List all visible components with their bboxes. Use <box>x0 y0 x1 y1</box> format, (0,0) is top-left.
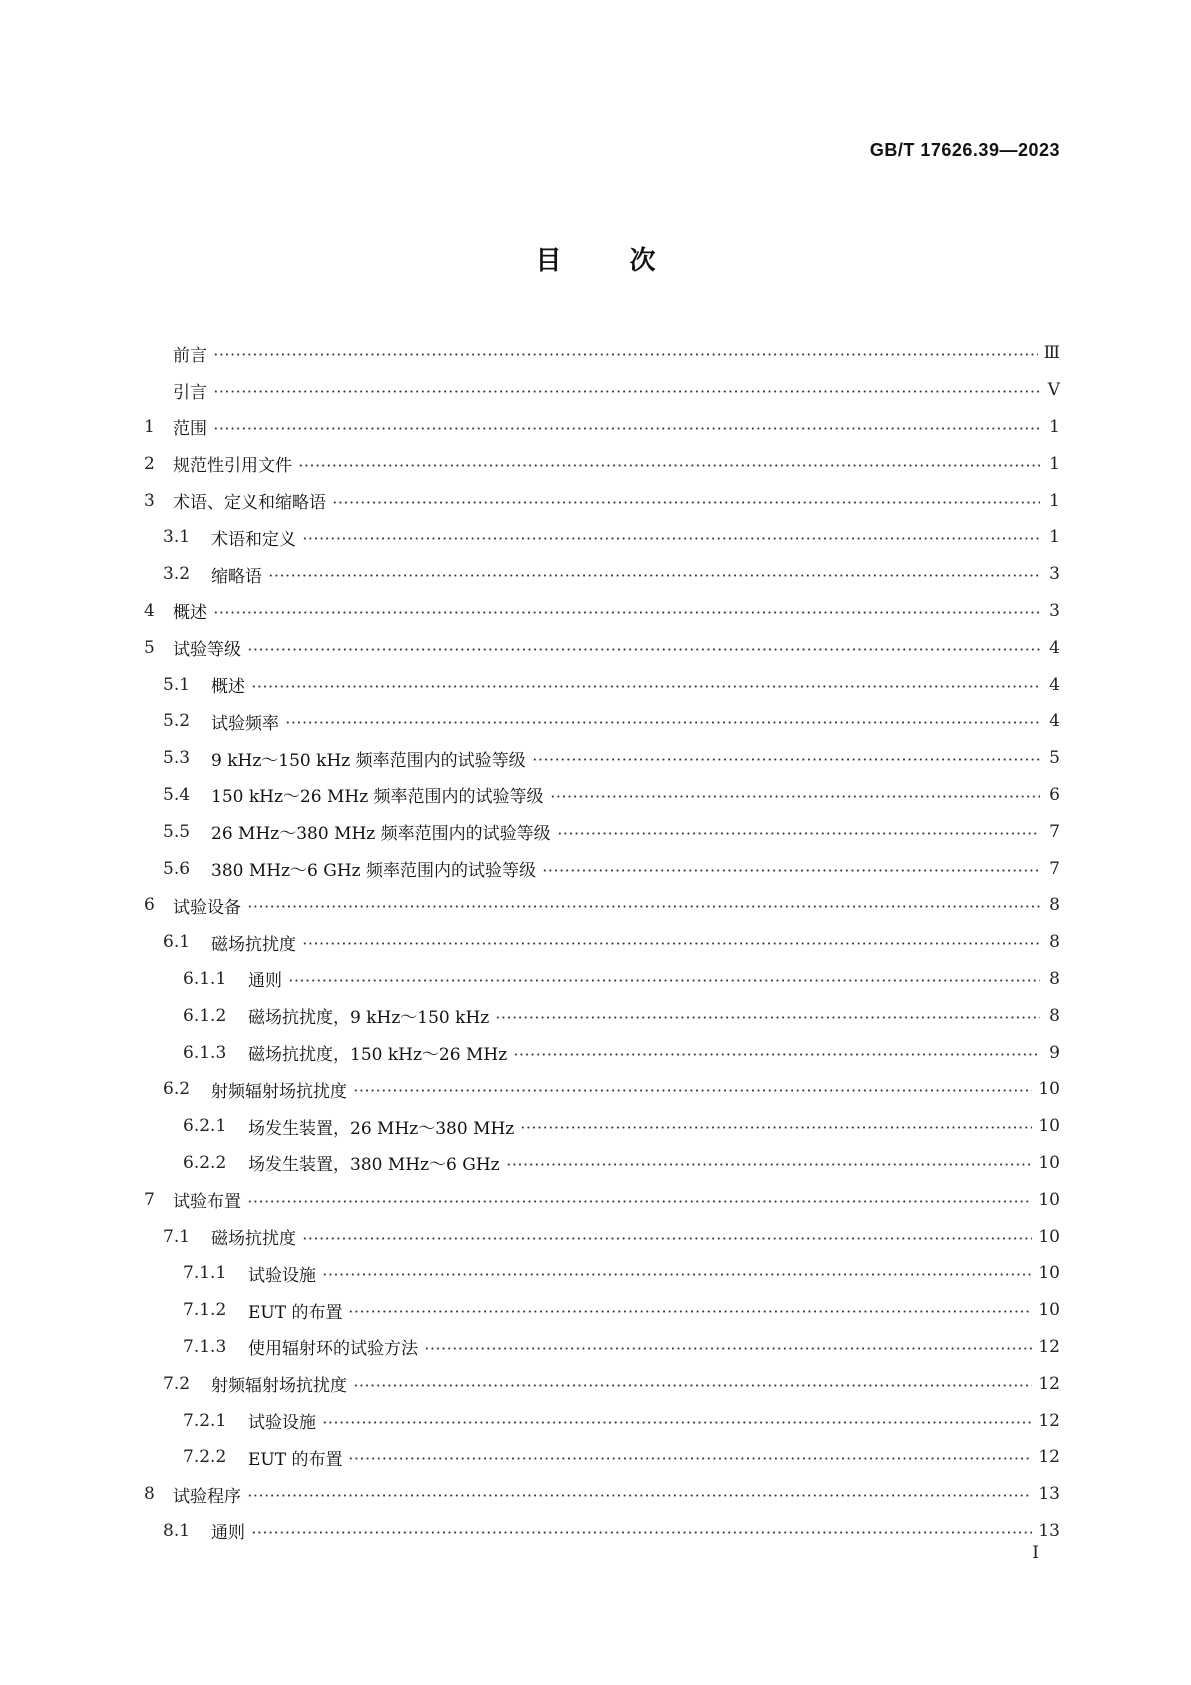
toc-entry-label: 试验频率 <box>211 713 279 734</box>
toc-entry-page: 4 <box>1049 711 1060 732</box>
page-title <box>0 240 1191 277</box>
toc-entry[interactable] <box>144 556 1060 593</box>
dot-leader <box>213 390 1040 393</box>
toc-entry-label: 26 MHz～380 MHz 频率范围内的试验等级 <box>211 824 551 845</box>
toc-entry-number: 7.1.2 <box>183 1300 227 1321</box>
toc-entry-page: 7 <box>1049 821 1060 842</box>
toc-entry-label: 缩略语 <box>211 566 262 587</box>
page-title-char-2: 次 <box>629 246 656 276</box>
toc-entry[interactable] <box>144 629 1060 666</box>
dot-leader <box>302 537 1040 540</box>
dot-leader <box>424 1347 1032 1350</box>
toc-entry-page: 13 <box>1038 1520 1060 1541</box>
toc-entry-label: 试验设施 <box>248 1265 316 1286</box>
toc-entry-number: 7.2.1 <box>183 1410 227 1431</box>
table-of-contents <box>144 335 1060 1549</box>
toc-entry[interactable] <box>144 850 1060 887</box>
toc-entry-label: 场发生装置，380 MHz～6 GHz <box>248 1155 500 1176</box>
toc-entry-page: Ⅲ <box>1043 343 1060 364</box>
toc-entry[interactable] <box>144 961 1060 998</box>
dot-leader <box>513 1053 1040 1056</box>
toc-entry[interactable] <box>144 1108 1060 1145</box>
dot-leader <box>322 1273 1032 1276</box>
toc-entry-label: 磁场抗扰度 <box>211 1229 296 1250</box>
dot-leader <box>332 501 1040 504</box>
toc-entry[interactable] <box>144 1513 1060 1550</box>
toc-entry[interactable] <box>144 1255 1060 1292</box>
toc-entry-label: 试验设备 <box>173 897 241 918</box>
toc-entry-label: 术语、定义和缩略语 <box>173 493 326 514</box>
dot-leader <box>348 1310 1032 1313</box>
toc-entry-page: 12 <box>1038 1447 1060 1468</box>
toc-entry-label: 概述 <box>211 677 245 698</box>
dot-leader <box>298 464 1040 467</box>
toc-entry[interactable] <box>144 445 1060 482</box>
dot-leader <box>247 905 1040 908</box>
toc-entry-page: 8 <box>1049 895 1060 916</box>
toc-entry-label: 试验等级 <box>173 640 241 661</box>
toc-entry-number: 8 <box>144 1484 155 1505</box>
toc-entry[interactable] <box>144 1476 1060 1513</box>
dot-leader <box>213 427 1040 430</box>
toc-entry[interactable] <box>144 1365 1060 1402</box>
dot-leader <box>285 721 1040 724</box>
toc-entry-label: 380 MHz～6 GHz 频率范围内的试验等级 <box>211 861 537 882</box>
dot-leader <box>542 869 1040 872</box>
toc-entry-page: 10 <box>1038 1189 1060 1210</box>
toc-entry-number: 6.1.3 <box>183 1042 227 1063</box>
toc-entry-label: 射频辐射场抗扰度 <box>211 1081 347 1102</box>
dot-leader <box>251 1531 1032 1534</box>
dot-leader <box>247 648 1040 651</box>
toc-entry-page: 10 <box>1038 1226 1060 1247</box>
toc-entry-label: 概述 <box>173 603 207 624</box>
toc-entry-label: 150 kHz～26 MHz 频率范围内的试验等级 <box>211 787 544 808</box>
toc-entry-page: 12 <box>1038 1336 1060 1357</box>
toc-entry-page: 4 <box>1049 674 1060 695</box>
toc-entry-label: 9 kHz～150 kHz 频率范围内的试验等级 <box>211 750 526 771</box>
toc-entry[interactable] <box>144 335 1060 372</box>
toc-entry-number: 1 <box>144 416 155 437</box>
toc-entry[interactable] <box>144 740 1060 777</box>
toc-entry-label: 场发生装置，26 MHz～380 MHz <box>248 1118 515 1139</box>
toc-entry-page: 13 <box>1038 1484 1060 1505</box>
toc-entry[interactable] <box>144 666 1060 703</box>
toc-entry-page: 12 <box>1038 1410 1060 1431</box>
toc-entry-page: 5 <box>1049 748 1060 769</box>
toc-entry-number: 6.2.1 <box>183 1116 227 1137</box>
toc-entry-page: 10 <box>1038 1263 1060 1284</box>
dot-leader <box>532 758 1040 761</box>
toc-entry-label: 使用辐射环的试验方法 <box>248 1339 418 1360</box>
toc-entry-number: 5.4 <box>163 784 191 805</box>
dot-leader <box>557 832 1040 835</box>
toc-entry-number: 6.1.2 <box>183 1005 227 1026</box>
dot-leader <box>506 1163 1033 1166</box>
toc-entry-page: 1 <box>1049 416 1060 437</box>
dot-leader <box>247 1200 1032 1203</box>
toc-entry-label: 术语和定义 <box>211 529 296 550</box>
toc-entry-label: 试验布置 <box>173 1192 241 1213</box>
toc-entry-number: 5.5 <box>163 821 191 842</box>
toc-entry-number: 5.6 <box>163 858 191 879</box>
toc-entry-number: 6.1.1 <box>183 968 227 989</box>
toc-entry-number: 3.1 <box>163 527 191 548</box>
dot-leader <box>353 1384 1032 1387</box>
toc-entry-page: 4 <box>1049 637 1060 658</box>
toc-entry-label: 引言 <box>173 382 207 403</box>
toc-entry[interactable] <box>144 1402 1060 1439</box>
toc-entry-page: 12 <box>1038 1373 1060 1394</box>
toc-entry-number: 2 <box>144 453 155 474</box>
toc-entry-page: 1 <box>1049 527 1060 548</box>
toc-entry-number: 7.1.1 <box>183 1263 227 1284</box>
toc-entry-page: 3 <box>1049 600 1060 621</box>
toc-entry-number: 3.2 <box>163 564 191 585</box>
toc-entry[interactable] <box>144 887 1060 924</box>
toc-entry-label: 范围 <box>173 419 207 440</box>
toc-entry-label: 试验设施 <box>248 1413 316 1433</box>
toc-entry[interactable] <box>144 1034 1060 1071</box>
toc-entry-label: 磁场抗扰度 <box>211 934 296 955</box>
toc-entry-label: EUT 的布置 <box>248 1449 343 1470</box>
toc-entry[interactable] <box>144 1071 1060 1108</box>
toc-entry[interactable] <box>144 1218 1060 1255</box>
toc-entry[interactable] <box>144 1181 1060 1218</box>
toc-entry[interactable] <box>144 593 1060 630</box>
toc-entry-page: 6 <box>1049 784 1060 805</box>
dot-leader <box>302 1237 1032 1240</box>
toc-entry[interactable] <box>144 813 1060 850</box>
standard-code: GB/T 17626.39—2023 <box>869 140 1060 160</box>
toc-entry[interactable] <box>144 1292 1060 1329</box>
toc-entry-page: 10 <box>1038 1300 1060 1321</box>
toc-entry-number: 7 <box>144 1189 155 1210</box>
toc-entry-label: 前言 <box>173 345 207 366</box>
toc-entry-number: 5 <box>144 637 155 658</box>
dot-leader <box>322 1421 1032 1424</box>
toc-entry[interactable] <box>144 924 1060 961</box>
toc-entry[interactable] <box>144 519 1060 556</box>
toc-entry-number: 7.1 <box>163 1226 191 1247</box>
toc-entry[interactable] <box>144 703 1060 740</box>
toc-entry-number: 6.1 <box>163 932 191 953</box>
dot-leader <box>213 353 1038 356</box>
dot-leader <box>288 979 1040 982</box>
toc-entry-number: 5.3 <box>163 748 191 769</box>
toc-entry[interactable] <box>144 372 1060 409</box>
toc-entry-number: 7.1.3 <box>183 1336 227 1357</box>
toc-entry-page: 10 <box>1038 1116 1060 1137</box>
toc-entry-number: 5.2 <box>163 711 191 732</box>
toc-entry-page: 10 <box>1038 1152 1060 1173</box>
toc-entry-number: 8.1 <box>163 1520 191 1541</box>
toc-entry-page: 8 <box>1049 968 1060 989</box>
toc-entry-page: 8 <box>1049 932 1060 953</box>
toc-entry[interactable] <box>144 1439 1060 1476</box>
toc-entry-number: 3 <box>144 490 155 511</box>
toc-entry[interactable] <box>144 997 1060 1034</box>
toc-entry-number: 7.2 <box>163 1373 191 1394</box>
page-number: I <box>1032 1543 1039 1563</box>
toc-entry-label: 试验程序 <box>173 1486 241 1507</box>
toc-entry-page: 1 <box>1049 490 1060 511</box>
toc-entry-label: 通则 <box>248 971 282 992</box>
toc-entry-label: 射频辐射场抗扰度 <box>211 1376 347 1397</box>
toc-entry-page: 10 <box>1038 1079 1060 1100</box>
toc-entry-page: 1 <box>1049 453 1060 474</box>
dot-leader <box>251 685 1040 688</box>
dot-leader <box>520 1126 1032 1129</box>
dot-leader <box>302 942 1040 945</box>
toc-entry-page: 9 <box>1049 1042 1060 1063</box>
toc-entry-label: 规范性引用文件 <box>173 456 292 477</box>
toc-entry[interactable] <box>144 777 1060 814</box>
page-title-char-1: 目 <box>535 246 562 276</box>
toc-entry-label: 磁场抗扰度，150 kHz～26 MHz <box>248 1045 508 1066</box>
toc-entry-page: 8 <box>1049 1005 1060 1026</box>
toc-entry-number: 6 <box>144 895 155 916</box>
toc-entry-page: 7 <box>1049 858 1060 879</box>
toc-entry-number: 6.2 <box>163 1079 191 1100</box>
toc-entry-label: EUT 的布置 <box>248 1302 343 1323</box>
dot-leader <box>495 1016 1040 1019</box>
toc-entry-label: 磁场抗扰度，9 kHz～150 kHz <box>248 1008 490 1029</box>
dot-leader <box>348 1457 1032 1460</box>
dot-leader <box>268 574 1040 577</box>
toc-entry-number: 4 <box>144 600 155 621</box>
dot-leader <box>247 1494 1032 1497</box>
toc-entry-number: 5.1 <box>163 674 191 695</box>
toc-entry[interactable] <box>144 1329 1060 1366</box>
toc-entry-page: Ⅴ <box>1047 380 1060 401</box>
dot-leader <box>353 1089 1032 1092</box>
toc-entry[interactable] <box>144 1145 1060 1182</box>
toc-entry[interactable] <box>144 482 1060 519</box>
toc-entry-number: 6.2.2 <box>183 1152 227 1173</box>
toc-entry-page: 3 <box>1049 564 1060 585</box>
dot-leader <box>550 795 1040 798</box>
toc-entry-number: 7.2.2 <box>183 1447 227 1468</box>
toc-entry[interactable] <box>144 409 1060 446</box>
toc-entry-label: 通则 <box>211 1523 245 1544</box>
dot-leader <box>213 611 1040 614</box>
